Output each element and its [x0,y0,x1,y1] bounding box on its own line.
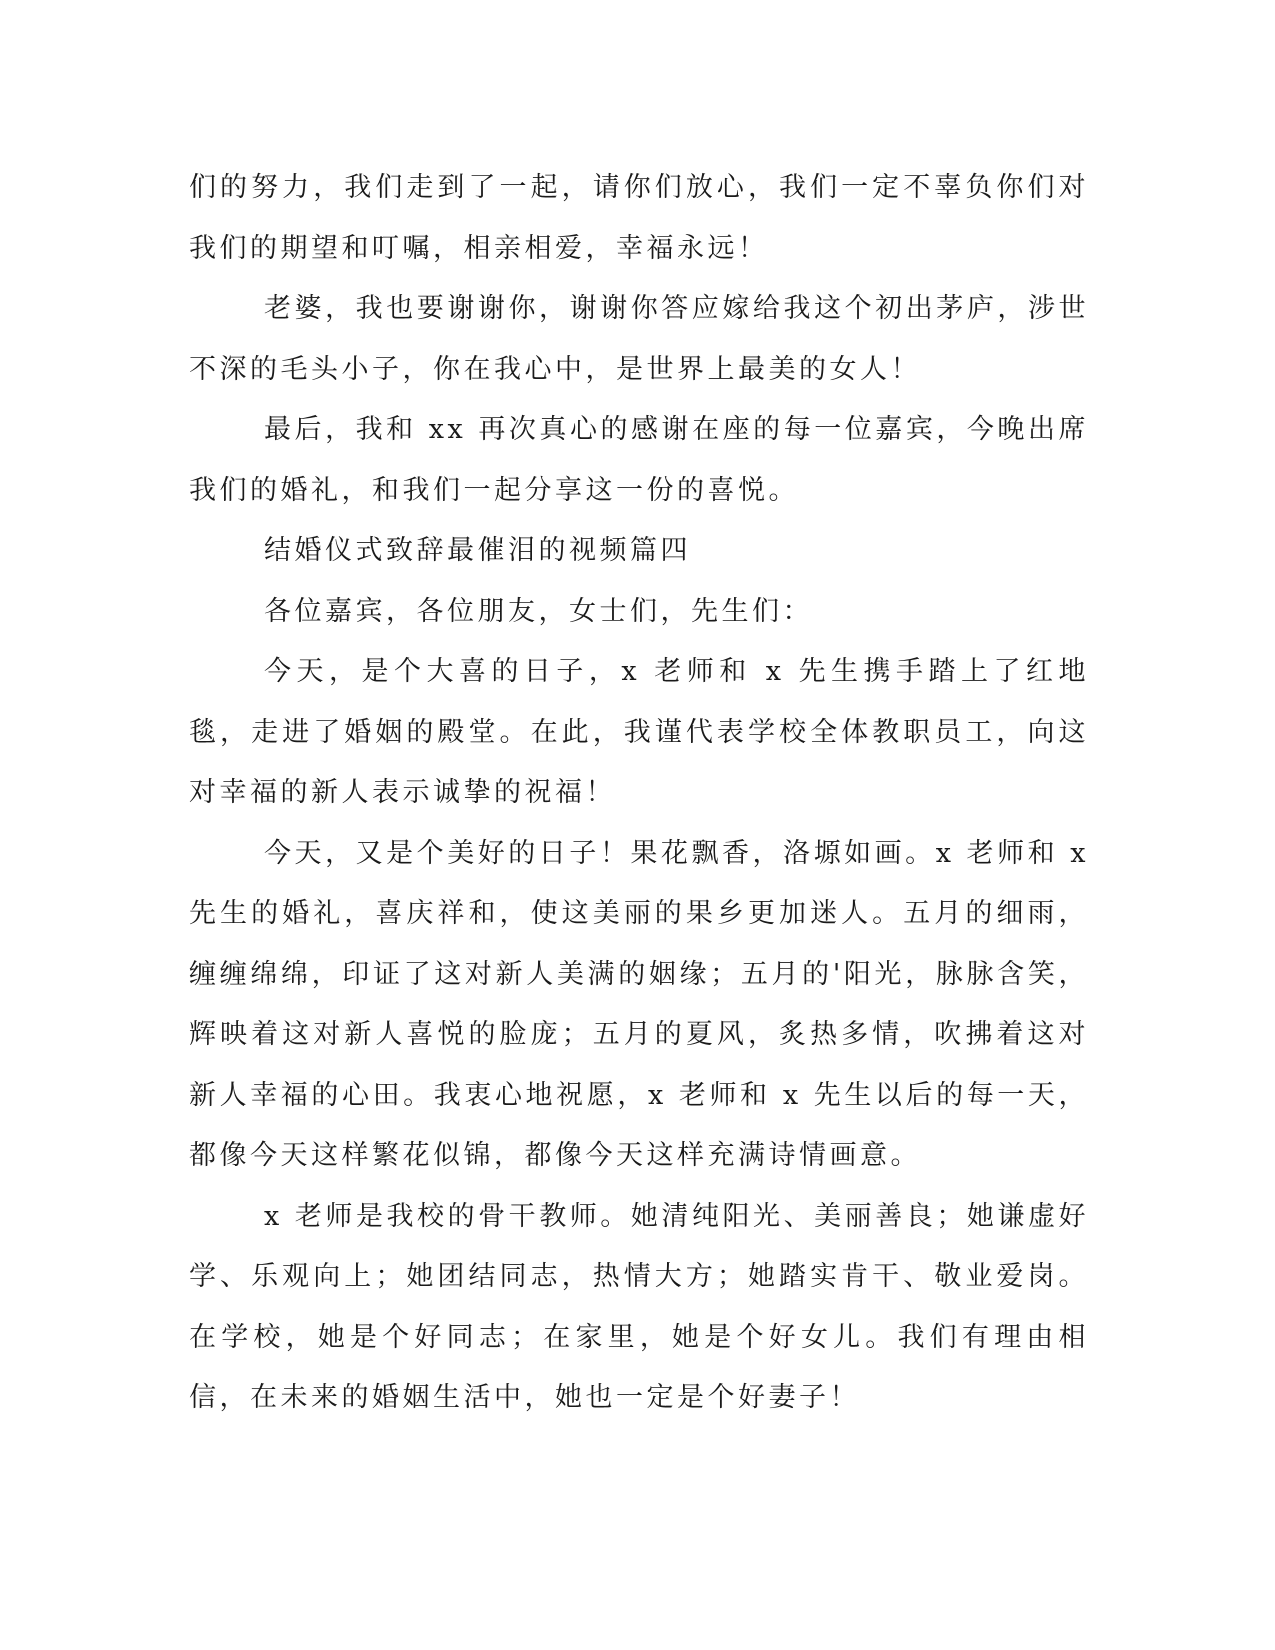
document-body [189,158,1089,1429]
paragraph-salutation: 各位嘉宾，各位朋友，女士们，先生们： [264,595,813,627]
paragraph-closing-thanks-parents: 们的努力，我们走到了一起，请你们放心，我们一定不辜负你们对我们的期望和叮嘱，相亲相爱，幸福永远！ [189,172,1089,264]
paragraph-thanks-guests: 最后，我和 xx 再次真心的感谢在座的每一位嘉宾，今晚出席我们的婚礼，和我们一起分享这一份的喜悦。 [189,414,1089,506]
section-heading: 结婚仪式致辞最催泪的视频篇四 [264,535,691,566]
paragraph-wedding-day: 今天，是个大喜的日子，x 老师和 x 先生携手踏上了红地毯，走进了婚姻的殿堂。在此，我谨代表学校全体教职员工，向这对幸福的新人表示诚挚的祝福！ [189,656,1089,808]
paragraph-beautiful-day: 今天，又是个美好的日子！果花飘香，洛塬如画。x 老师和 x 先生的婚礼，喜庆祥和，使这美丽的果乡更加迷人。五月的细雨，缠缠绵绵，印证了这对新人美满的姻缘；五月的'阳光，脉脉含笑，辉映着这对新人喜悦的脸庞；五月的夏风，炙热多情，吹拂着这对新人幸福的心田。我衷心地祝愿，x 老师和 x 先生以后的每一天，都像今天这样繁花似锦，都像今天这样充满诗情画意。 [189,837,1089,1171]
paragraph-teacher-praise: x 老师是我校的骨干教师。她清纯阳光、美丽善良；她谦虚好学、乐观向上；她团结同志，热情大方；她踏实肯干、敬业爱岗。在学校，她是个好同志；在家里，她是个好女儿。我们有理由相信，在未来的婚姻生活中，她也一定是个好妻子！ [189,1200,1089,1413]
paragraph-thanks-wife: 老婆，我也要谢谢你，谢谢你答应嫁给我这个初出茅庐，涉世不深的毛头小子，你在我心中，是世界上最美的女人！ [189,293,1089,385]
